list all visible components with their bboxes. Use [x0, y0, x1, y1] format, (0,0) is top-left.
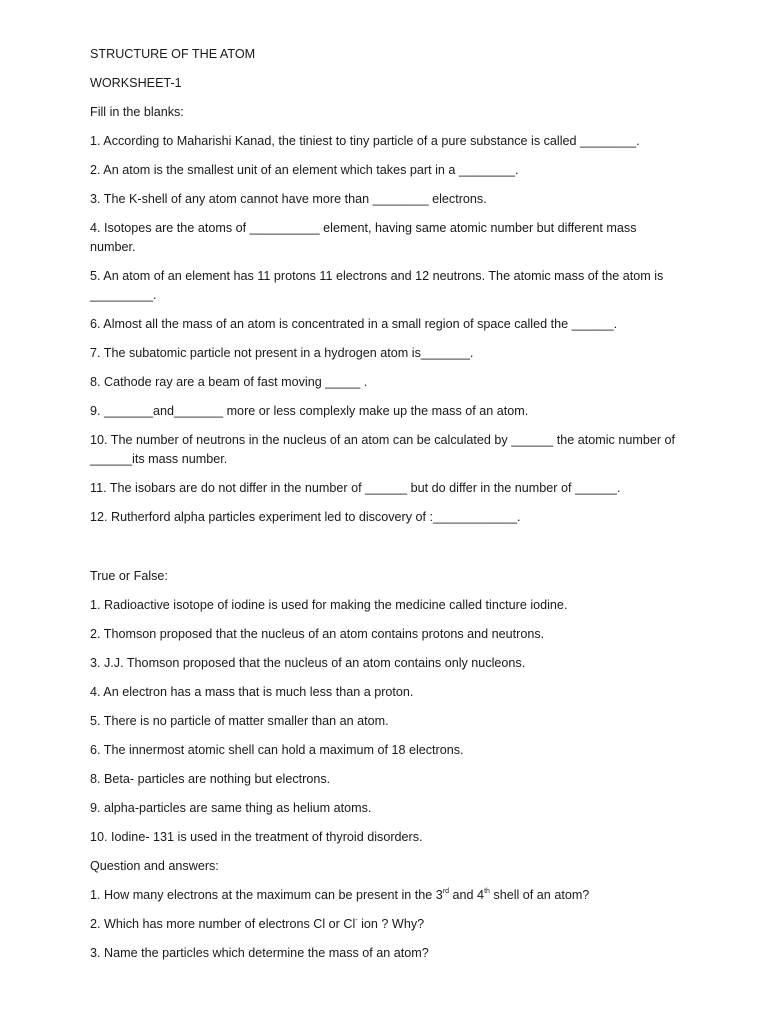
fill-blank-item: 7. The subatomic particle not present in a hydrogen atom is_______. — [90, 346, 474, 360]
qa-question-1-text-a: 1. How many electrons at the maximum can be present in the 3 — [90, 888, 443, 902]
qa-question-1-text-c: shell of an atom? — [489, 888, 590, 902]
true-false-item: 4. An electron has a mass that is much less than a proton. — [90, 685, 414, 699]
true-false-item: 3. J.J. Thomson proposed that the nucleus of an atom contains only nucleons. — [90, 656, 526, 670]
fill-blank-item: 11. The isobars are do not differ in the number of ______ but do differ in the number of ______. — [90, 481, 621, 495]
true-false-item: 10. Iodine- 131 is used in the treatment of thyroid disorders. — [90, 830, 423, 844]
fill-blank-item: 5. An atom of an element has 11 protons 11 electrons and 12 neutrons. The atomic mass of the atom is _________. — [90, 269, 664, 302]
fill-blank-item: 2. An atom is the smallest unit of an element which takes part in a ________. — [90, 163, 519, 177]
fill-blank-item: 10. The number of neutrons in the nucleus of an atom can be calculated by ______ the atomic number of ______its mass number. — [90, 433, 676, 466]
true-false-item: 5. There is no particle of matter smaller than an atom. — [90, 714, 389, 728]
fill-blank-item: 6. Almost all the mass of an atom is concentrated in a small region of space called the ______. — [90, 317, 618, 331]
qa-question-2-text-b: ion ? Why? — [357, 917, 425, 931]
true-false-item: 2. Thomson proposed that the nucleus of an atom contains protons and neutrons. — [90, 627, 545, 641]
worksheet-page — [90, 45, 680, 973]
superscript-rd: rd — [442, 887, 450, 895]
fill-blank-item: 12. Rutherford alpha particles experiment led to discovery of :____________. — [90, 510, 521, 524]
true-false-heading: True or False: — [90, 569, 168, 583]
fill-blank-item: 8. Cathode ray are a beam of fast moving _____ . — [90, 375, 368, 389]
true-false-item: 1. Radioactive isotope of iodine is used for making the medicine called tincture iodine. — [90, 598, 568, 612]
qa-question-1-text-b: and 4 — [449, 888, 485, 902]
qa-question-3: 3. Name the particles which determine the mass of an atom? — [90, 946, 429, 960]
worksheet-label: WORKSHEET-1 — [90, 76, 182, 90]
true-false-item: 8. Beta- particles are nothing but electrons. — [90, 772, 331, 786]
superscript-minus: - — [355, 916, 358, 924]
fill-blank-item: 9. _______and_______ more or less complexly make up the mass of an atom. — [90, 404, 529, 418]
fill-blank-item: 1. According to Maharishi Kanad, the tiniest to tiny particle of a pure substance is called ________. — [90, 134, 640, 148]
page-title: STRUCTURE OF THE ATOM — [90, 47, 256, 61]
true-false-item: 6. The innermost atomic shell can hold a maximum of 18 electrons. — [90, 743, 464, 757]
qa-question-2 — [90, 915, 680, 934]
section-spacer — [90, 537, 680, 567]
qa-question-1 — [90, 886, 680, 905]
superscript-th: th — [484, 887, 490, 895]
fill-blank-item: 3. The K-shell of any atom cannot have more than ________ electrons. — [90, 192, 487, 206]
qa-heading: Question and answers: — [90, 859, 219, 873]
qa-question-2-text-a: 2. Which has more number of electrons Cl or Cl — [90, 917, 356, 931]
fill-blanks-heading: Fill in the blanks: — [90, 105, 184, 119]
true-false-item: 9. alpha-particles are same thing as helium atoms. — [90, 801, 372, 815]
fill-blank-item: 4. Isotopes are the atoms of __________ element, having same atomic number but different mass number. — [90, 221, 637, 254]
